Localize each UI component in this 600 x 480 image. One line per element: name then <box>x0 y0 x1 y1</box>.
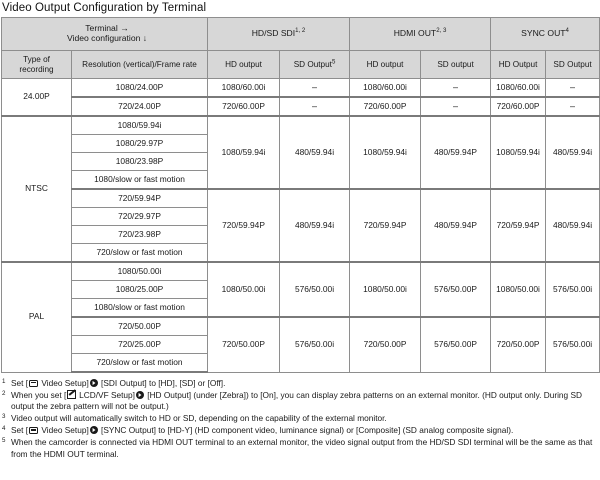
sdi-sd-output-cell: 576/50.00i <box>280 262 350 317</box>
header-sync-hd-output: HD Output <box>491 51 546 79</box>
resolution-frame-rate-cell: 720/24.00P <box>72 97 208 116</box>
sdi-hd-output-cell: 720/50.00P <box>208 317 280 372</box>
footnote-number: 3 <box>2 413 6 421</box>
recording-type-label: 24.00P <box>2 79 72 117</box>
menu-arrow-icon <box>90 379 98 387</box>
footnote-number: 2 <box>2 389 6 397</box>
sync-sd-output-cell: 576/50.00i <box>546 262 600 317</box>
footnote-number: 5 <box>2 437 6 445</box>
sync-hd-output-cell: 1080/59.94i <box>491 116 546 189</box>
corner-line-video-config: Video configuration ↓ <box>66 33 148 43</box>
video-output-table <box>1 17 600 373</box>
resolution-frame-rate-cell: 720/59.94P <box>72 189 208 208</box>
lcd-vf-setup-icon <box>67 390 76 399</box>
header-sdi-sd-output <box>280 51 350 79</box>
menu-arrow-icon <box>136 391 144 399</box>
header-type-of-recording <box>2 51 72 79</box>
table-header-row-columns <box>2 51 600 79</box>
menu-arrow-icon <box>90 426 98 434</box>
resolution-frame-rate-cell: 1080/slow or fast motion <box>72 171 208 190</box>
sdi-sd-output-cell: 576/50.00i <box>280 317 350 372</box>
table-body <box>2 79 600 373</box>
resolution-frame-rate-cell: 1080/50.00i <box>72 262 208 281</box>
sdi-hd-output-cell: 720/59.94P <box>208 189 280 262</box>
resolution-frame-rate-cell: 1080/59.94i <box>72 116 208 135</box>
header-resolution-frame-rate: Resolution (vertical)/Frame rate <box>72 51 208 79</box>
resolution-frame-rate-cell: 720/29.97P <box>72 208 208 226</box>
hdmi-hd-output-cell: 720/59.94P <box>350 189 421 262</box>
header-sync-sd-output: SD Output <box>546 51 600 79</box>
sync-hd-output-cell: 1080/60.00i <box>491 79 546 98</box>
sdi-hd-output-cell: 1080/59.94i <box>208 116 280 189</box>
table-header <box>2 18 600 79</box>
header-hdmi-sd-output: SD output <box>421 51 491 79</box>
video-setup-icon <box>29 427 38 434</box>
sync-sd-output-cell: – <box>546 79 600 98</box>
table-row <box>2 317 600 336</box>
hdmi-hd-output-cell: 1080/60.00i <box>350 79 421 98</box>
resolution-frame-rate-cell: 1080/23.98P <box>72 153 208 171</box>
footnotes-list <box>2 378 598 460</box>
header-group-hd-sd-sdi <box>208 18 350 51</box>
recording-type-label: PAL <box>2 262 72 372</box>
header-corner-legend <box>2 18 208 51</box>
header-sdi-hd-output: HD output <box>208 51 280 79</box>
header-group-hd-sd-sdi-label: HD/SD SDI <box>251 28 296 39</box>
table-row <box>2 262 600 281</box>
table-row <box>2 189 600 208</box>
footnote-text: Set [ Video Setup] [SDI Output] to [HD], [SD] or [Off]. <box>11 378 226 388</box>
sync-hd-output-cell: 720/59.94P <box>491 189 546 262</box>
table-header-row-terminals <box>2 18 600 51</box>
header-group-sync-out-label: SYNC OUT <box>521 28 566 39</box>
footnote-item <box>2 378 598 389</box>
sync-sd-output-cell: 480/59.94i <box>546 189 600 262</box>
table-row <box>2 116 600 135</box>
footnote-item <box>2 413 598 424</box>
sync-hd-output-cell: 720/60.00P <box>491 97 546 116</box>
resolution-frame-rate-cell: 720/25.00P <box>72 336 208 354</box>
footnote-text: Set [ Video Setup] [SYNC Output] to [HD-Y] (HD component video, luminance signal) or [Composite] (SD analog composite signal). <box>11 425 514 436</box>
video-setup-icon <box>29 380 38 387</box>
resolution-frame-rate-cell: 720/23.98P <box>72 226 208 244</box>
footnote-text: Video output will automatically switch to HD or SD, depending on the capability of the external monitor. <box>11 413 387 424</box>
footnote-item <box>2 437 598 460</box>
footnote-text: When you set [ LCD/VF Setup] [HD Output] (under [Zebra]) to [On], you can display zebra patterns on an external monitor. (HD output only. During SD output the zebra pattern will not be output.) <box>11 389 582 412</box>
hdmi-sd-output-cell: – <box>421 79 491 98</box>
hdmi-hd-output-cell: 720/60.00P <box>350 97 421 116</box>
resolution-frame-rate-cell: 1080/29.97P <box>72 135 208 153</box>
footnote-number: 1 <box>2 378 6 385</box>
sdi-sd-output-cell: 480/59.94i <box>280 116 350 189</box>
footnote-number: 4 <box>2 425 6 433</box>
sync-hd-output-cell: 720/50.00P <box>491 317 546 372</box>
sync-sd-output-cell: 480/59.94i <box>546 116 600 189</box>
hdmi-sd-output-cell: 480/59.94P <box>421 189 491 262</box>
footnote-item <box>2 390 598 413</box>
sdi-hd-output-cell: 1080/60.00i <box>208 79 280 98</box>
resolution-frame-rate-cell: 1080/slow or fast motion <box>72 299 208 318</box>
recording-type-label: NTSC <box>2 116 72 262</box>
hdmi-sd-output-cell: 576/50.00P <box>421 262 491 317</box>
resolution-frame-rate-cell: 720/slow or fast motion <box>72 244 208 263</box>
sdi-sd-output-cell: 480/59.94i <box>280 189 350 262</box>
footnote-item <box>2 425 598 436</box>
sync-sd-output-cell: – <box>546 97 600 116</box>
footnote-text: When the camcorder is connected via HDMI OUT terminal to an external monitor, the video signal output from the HD/SD SDI terminal will be the same as that from the HDMI OUT terminal. <box>11 437 593 459</box>
header-hdmi-hd-output: HD output <box>350 51 421 79</box>
header-group-hdmi-out-sup: 2, 3 <box>436 27 447 35</box>
header-type-of-recording-l1: Type of <box>23 55 50 65</box>
header-group-hdmi-out-label: HDMI OUT <box>393 28 437 39</box>
sdi-hd-output-cell: 720/60.00P <box>208 97 280 116</box>
hdmi-hd-output-cell: 1080/59.94i <box>350 116 421 189</box>
resolution-frame-rate-cell: 720/50.00P <box>72 317 208 336</box>
corner-line-terminal: Terminal → <box>85 23 129 34</box>
table-row <box>2 97 600 116</box>
page-title: Video Output Configuration by Terminal <box>2 2 207 14</box>
header-group-hdmi-out <box>350 18 491 51</box>
hdmi-sd-output-cell: – <box>421 97 491 116</box>
hdmi-hd-output-cell: 720/50.00P <box>350 317 421 372</box>
resolution-frame-rate-cell: 720/slow or fast motion <box>72 354 208 373</box>
hdmi-sd-output-cell: 480/59.94P <box>421 116 491 189</box>
hdmi-hd-output-cell: 1080/50.00i <box>350 262 421 317</box>
header-sdi-sd-output-label: SD Output <box>293 59 332 69</box>
resolution-frame-rate-cell: 1080/24.00P <box>72 79 208 98</box>
table-row <box>2 79 600 98</box>
sdi-sd-output-cell: – <box>280 97 350 116</box>
sync-sd-output-cell: 576/50.00i <box>546 317 600 372</box>
header-group-hd-sd-sdi-sup: 1, 2 <box>295 27 306 35</box>
resolution-frame-rate-cell: 1080/25.00P <box>72 281 208 299</box>
header-group-sync-out <box>491 18 600 51</box>
sdi-sd-output-cell: – <box>280 79 350 98</box>
header-type-of-recording-l2: recording <box>19 64 54 74</box>
header-group-sync-out-sup: 4 <box>565 27 569 35</box>
hdmi-sd-output-cell: 576/50.00P <box>421 317 491 372</box>
sync-hd-output-cell: 1080/50.00i <box>491 262 546 317</box>
header-sdi-sd-output-sup: 5 <box>331 58 336 66</box>
sdi-hd-output-cell: 1080/50.00i <box>208 262 280 317</box>
